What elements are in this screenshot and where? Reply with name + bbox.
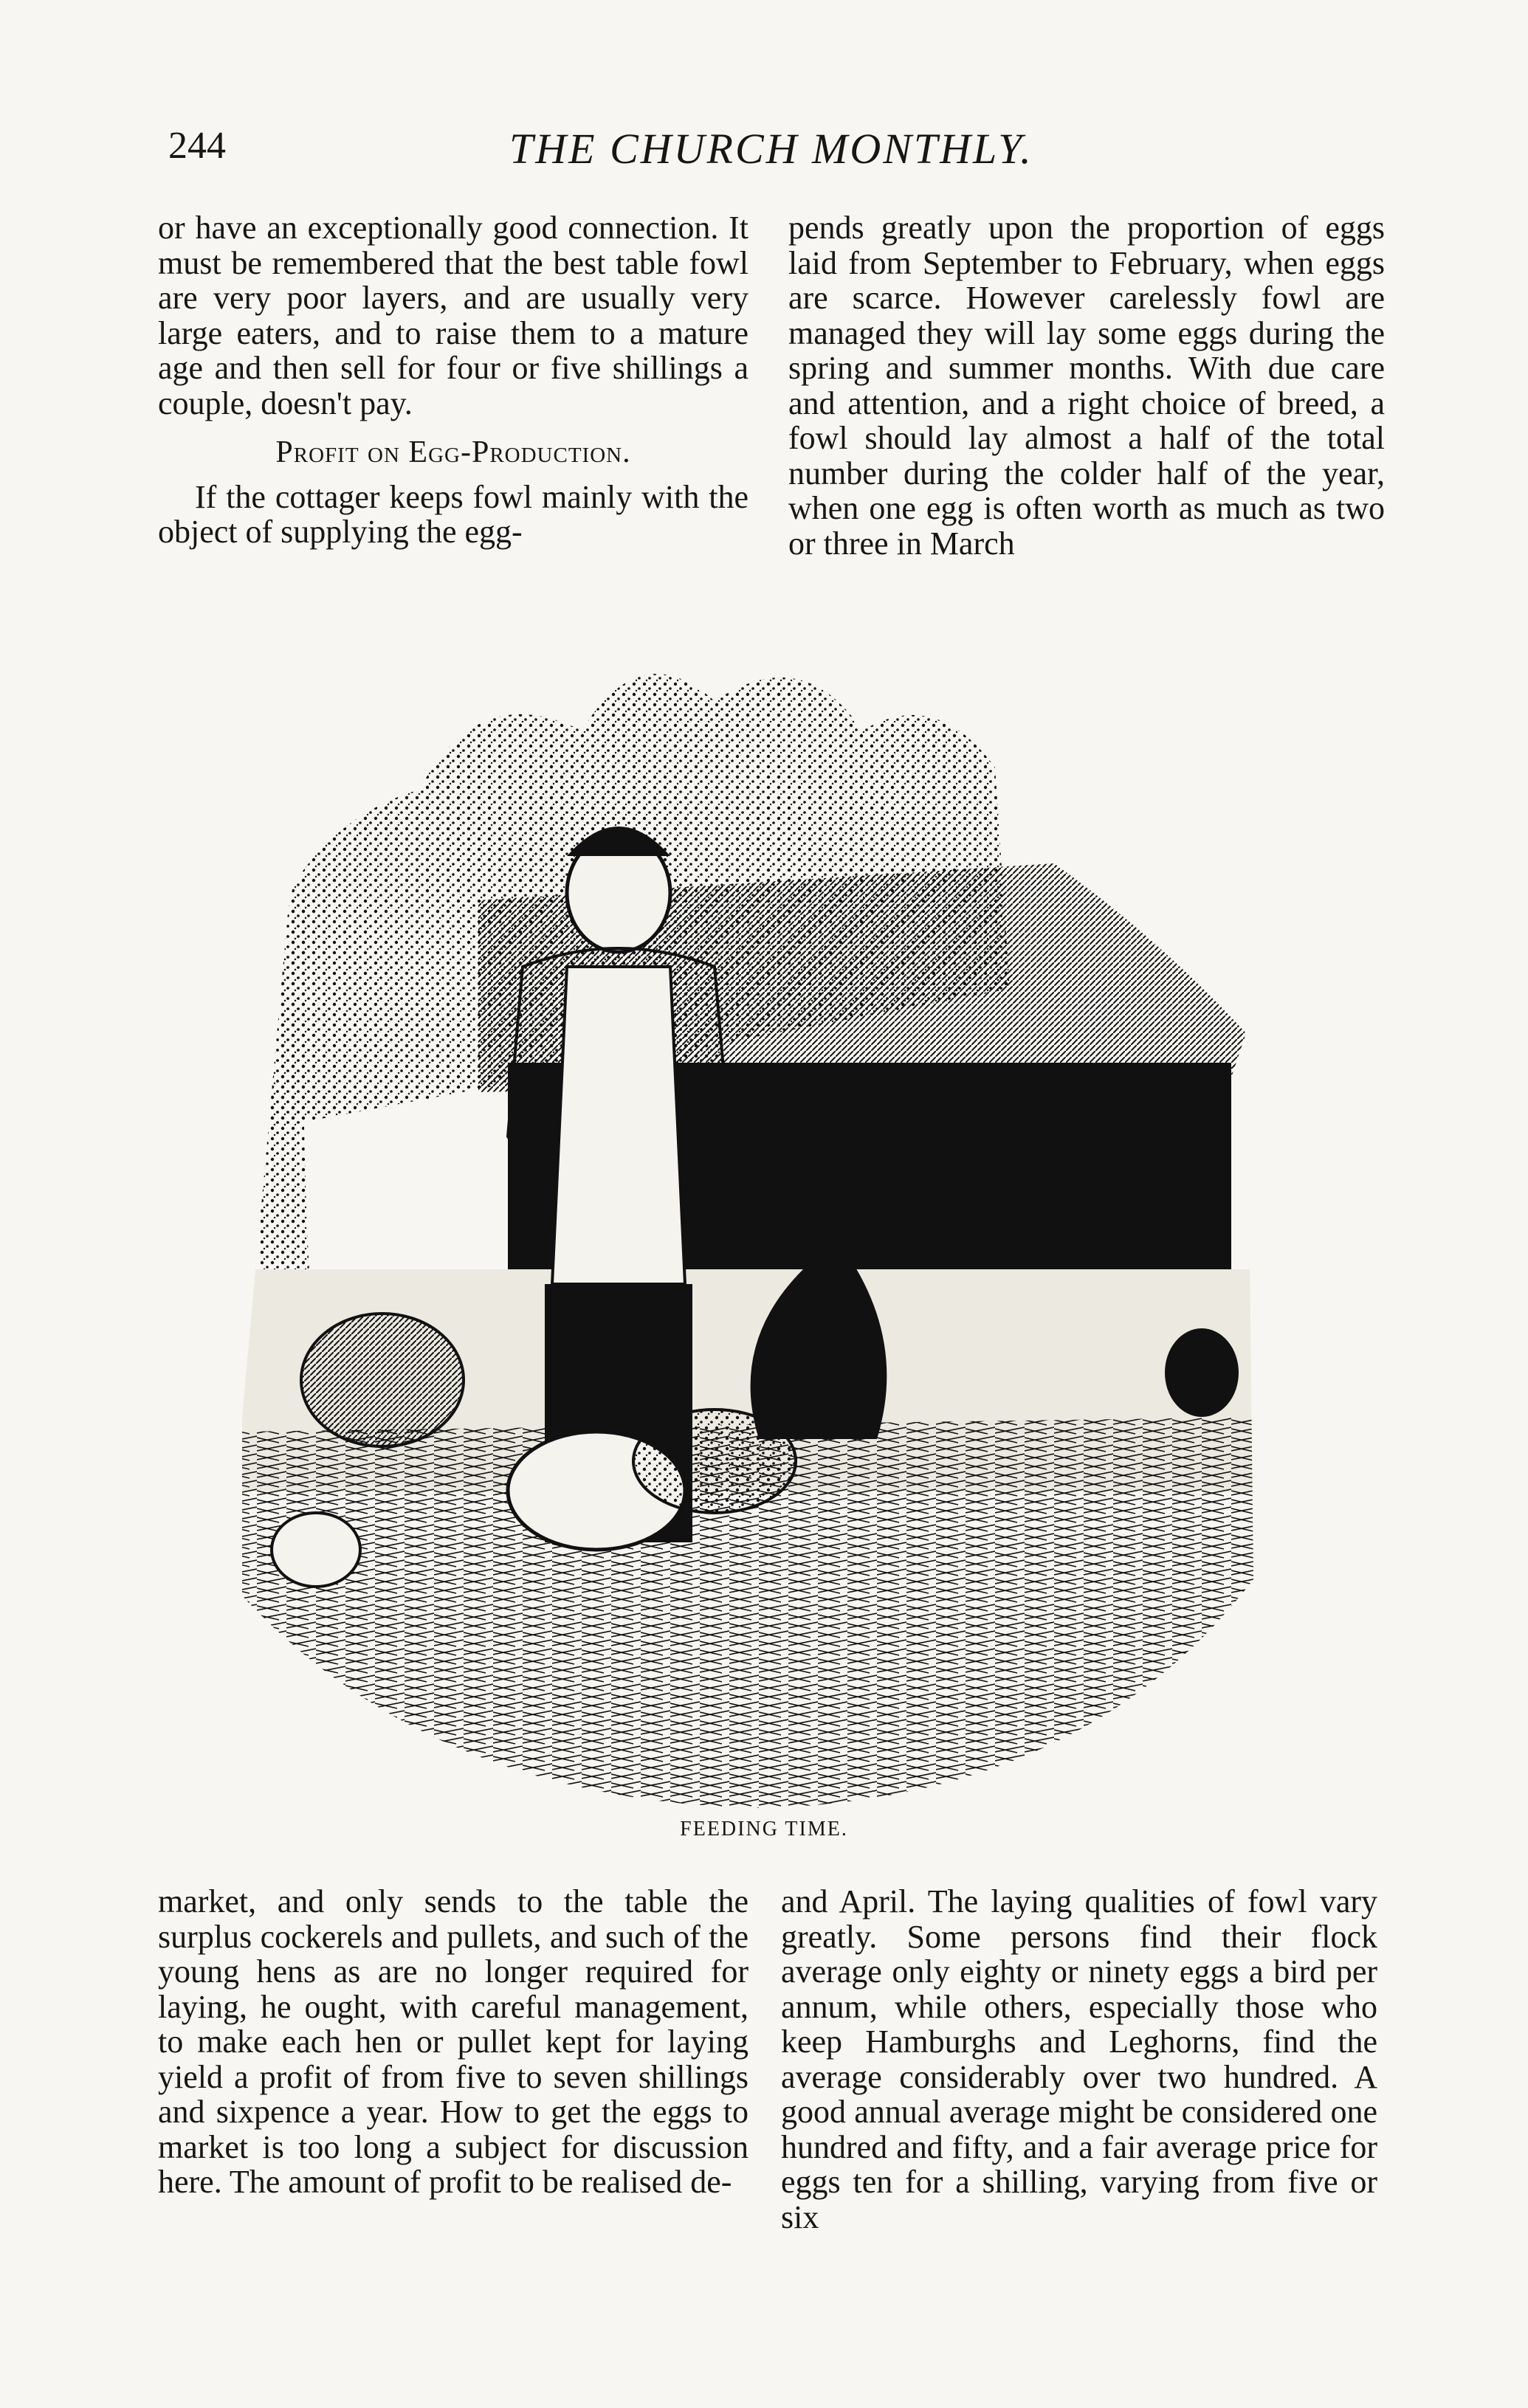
section-heading: Profit on Egg-Production. xyxy=(275,435,631,469)
column-top-right xyxy=(788,210,1385,561)
column-bottom-right xyxy=(781,1884,1377,2235)
illustration-caption: FEEDING TIME. xyxy=(680,1818,848,1841)
chick xyxy=(272,1513,360,1587)
hen xyxy=(301,1314,464,1446)
column-top-left xyxy=(158,210,748,550)
bird-distance xyxy=(1165,1328,1239,1417)
paragraph: If the cottager keeps fowl mainly with the object of supplying the egg- xyxy=(158,478,748,550)
paragraph: and April. The laying qualities of fowl vary greatly. Some persons find their flock average only eighty or ninety eggs a bird per annum, while others, especially those who keep Hamburghs and Leghorns, find the average considerably over two hundred. A good annual average might be considered one hundred and fifty, and a fair average price for eggs ten for a shilling, varying from five or six xyxy=(781,1883,1377,2235)
paragraph: or have an exceptionally good connection. It must be remembered that the best table fowl are very poor layers, and are usually very large eaters, and to raise them to a mature age and then sell for four or five shillings a couple, doesn't pay. xyxy=(158,210,748,421)
page-header xyxy=(0,124,1528,183)
running-title: THE CHURCH MONTHLY. xyxy=(509,125,1033,173)
column-bottom-left xyxy=(158,1884,748,2200)
paragraph: market, and only sends to the table the surplus cockerels and pullets, and such of the young hens as are no longer required for laying, he ought, with careful management, to make each hen or pullet kept for laying yield a profit of from five to seven shillings and sixpence a year. How to get the eggs to market is too long a subject for discussion here. The amount of profit to be realised de- xyxy=(158,1883,748,2200)
paragraph: pends greatly upon the proportion of eggs laid from September to February, when eggs are scarce. However carelessly fowl are managed they will lay some eggs during the spring and summer months. With due care and attention, and a right choice of breed, a fowl should lay almost a half of the total number during the colder half of the year, when one egg is often worth as much as two or three in March xyxy=(788,210,1385,562)
engraving-illustration xyxy=(198,620,1320,1815)
page-number: 244 xyxy=(168,125,226,167)
hen xyxy=(633,1410,796,1513)
illustration-artwork xyxy=(198,620,1320,1815)
